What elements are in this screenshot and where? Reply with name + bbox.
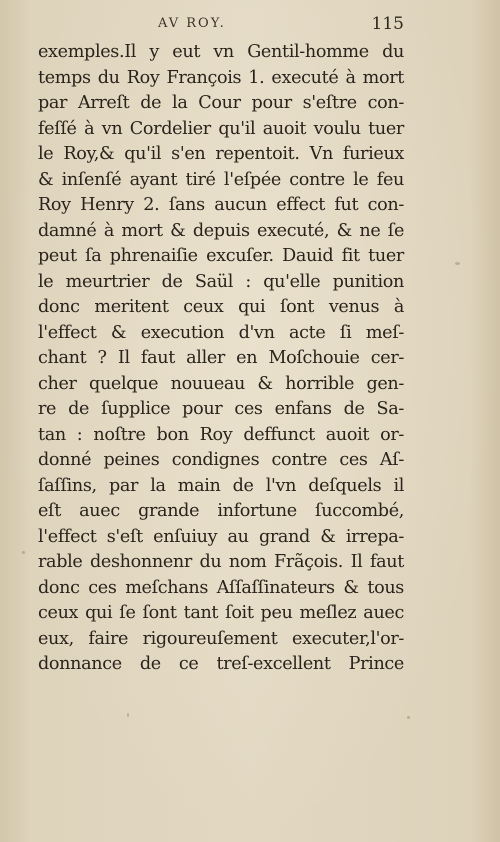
- text-line: Roy Henry 2. ſans aucun effect fut con-: [38, 195, 404, 215]
- text-line: donné peines condignes contre ces Aſ-: [38, 450, 404, 470]
- text-line: damné à mort & depuis executé, & ne ſe: [38, 220, 404, 241]
- paper-spot: [22, 551, 25, 554]
- text-line: tan : noſtre bon Roy deffunct auoit or-: [38, 424, 404, 445]
- text-line: l'effect s'eſt enſuiuy au grand & irrepa-: [38, 526, 404, 547]
- text-line: peut ſa phrenaiſie excuſer. Dauid fit tuer: [38, 246, 404, 266]
- text-line: donc ces meſchans Aſſaſſinateurs & tous: [38, 577, 404, 598]
- running-head: AV ROY.: [158, 16, 226, 31]
- text-line: feſſé à vn Cordelier qu'il auoit voulu tuer: [38, 118, 404, 139]
- text-line: chant ? Il faut aller en Moſchouie cer-: [38, 348, 404, 368]
- text-line: eux, faire rigoureuſement executer,l'or-: [38, 628, 404, 649]
- text-line: eſt auec grande infortune ſuccombé,: [38, 501, 404, 521]
- text-line: cher quelque nouueau & horrible gen-: [38, 373, 404, 394]
- text-line: & inſenſé ayant tiré l'eſpée contre le feu: [38, 169, 404, 190]
- text-line: ſaſſins, par la main de l'vn deſquels il: [38, 475, 404, 496]
- page-header: [38, 14, 404, 36]
- text-line: re de ſupplice pour ces enfans de Sa-: [38, 399, 404, 419]
- page-number: 115: [371, 14, 404, 34]
- text-line: donnance de ce treſ-excellent Prince: [38, 654, 404, 674]
- text-line: exemples.Il y eut vn Gentil-homme du: [38, 42, 404, 62]
- text-line: ceux qui ſe ſont tant ſoit peu meſlez auec: [38, 603, 404, 623]
- body-text: [38, 40, 404, 678]
- text-line: le meurtrier de Saül : qu'elle punition: [38, 271, 404, 292]
- text-line: rable deshonnenr du nom Frãçois. Il faut: [38, 552, 404, 572]
- text-line: l'effect & execution d'vn acte ſi meſ-: [38, 322, 404, 343]
- paper-spot: [455, 262, 460, 265]
- text-line: donc meritent ceux qui ſont venus à: [38, 297, 404, 317]
- text-line: par Arreſt de la Cour pour s'eſtre con-: [38, 93, 404, 113]
- paper-spot: [407, 716, 410, 719]
- text-line: temps du Roy François 1. executé à mort: [38, 67, 404, 88]
- paper-spot: [127, 713, 129, 717]
- text-line: le Roy,& qu'il s'en repentoit. Vn furieux: [38, 144, 404, 164]
